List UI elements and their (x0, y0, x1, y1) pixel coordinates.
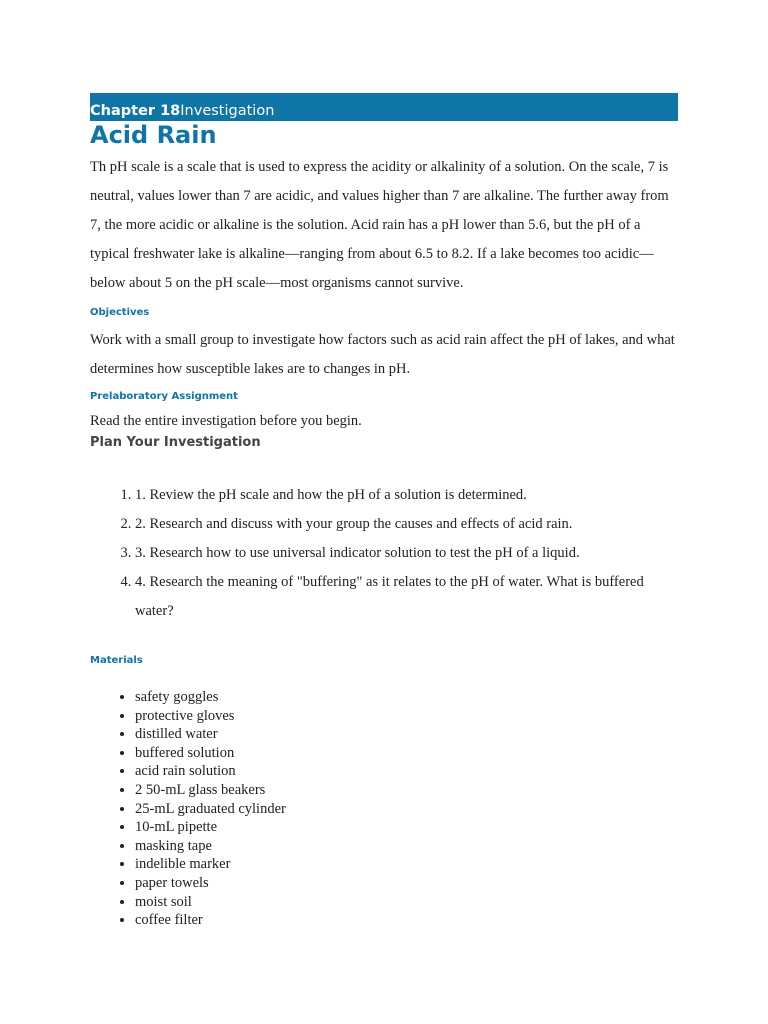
chapter-banner (90, 93, 678, 121)
intro-paragraph: Th pH scale is a scale that is used to express the acidity or alkalinity of a solution. On the scale, 7 is neutral, values lower than 7 are acidic, and values higher than 7 are alkaline. The further away from 7, the more acidic or alkaline is the solution. Acid rain has a pH lower than 5.6, but the pH of a typical freshwater lake is alkaline—ranging from about 6.5 to 8.2. If a lake becomes too acidic—below about 5 on the pH scale—most organisms cannot survive. (90, 159, 669, 291)
list-item: • moist soil (135, 893, 678, 912)
list-item: 2. 2. Research and discuss with your group the causes and effects of acid rain. (135, 510, 678, 539)
list-item: • protective gloves (135, 707, 678, 726)
list-item: • distilled water (135, 725, 678, 744)
list-item: • coffee filter (135, 911, 678, 930)
list-item: • masking tape (135, 837, 678, 856)
document-page (90, 93, 678, 930)
chapter-section: Investigation (180, 103, 275, 119)
materials-heading: Materials (90, 655, 143, 666)
list-item: • safety goggles (135, 688, 678, 707)
plan-steps-list (90, 481, 678, 626)
objectives-paragraph: Work with a small group to investigate how factors such as acid rain affect the pH of lakes, and what determines how susceptible lakes are to changes in pH. (90, 332, 675, 377)
list-item: • 25-mL graduated cylinder (135, 800, 678, 819)
plan-heading: Plan Your Investigation (90, 435, 261, 450)
list-item: 1. 1. Review the pH scale and how the pH of a solution is determined. (135, 481, 678, 510)
list-item: • indelible marker (135, 855, 678, 874)
list-item: • 2 50-mL glass beakers (135, 781, 678, 800)
list-item: • acid rain solution (135, 762, 678, 781)
list-item: • paper towels (135, 874, 678, 893)
objectives-heading: Objectives (90, 307, 150, 318)
list-item: • buffered solution (135, 744, 678, 763)
prelab-paragraph: Read the entire investigation before you begin. (90, 413, 362, 429)
list-item: 3. 3. Research how to use universal indicator solution to test the pH of a liquid. (135, 539, 678, 568)
chapter-number: Chapter 18 (90, 103, 181, 119)
materials-list (90, 688, 678, 930)
page-title: Acid Rain (90, 121, 217, 149)
list-item: 4. 4. Research the meaning of "buffering" as it relates to the pH of water. What is buffered water? (135, 568, 678, 626)
prelab-heading: Prelaboratory Assignment (90, 391, 238, 402)
list-item: • 10-mL pipette (135, 818, 678, 837)
